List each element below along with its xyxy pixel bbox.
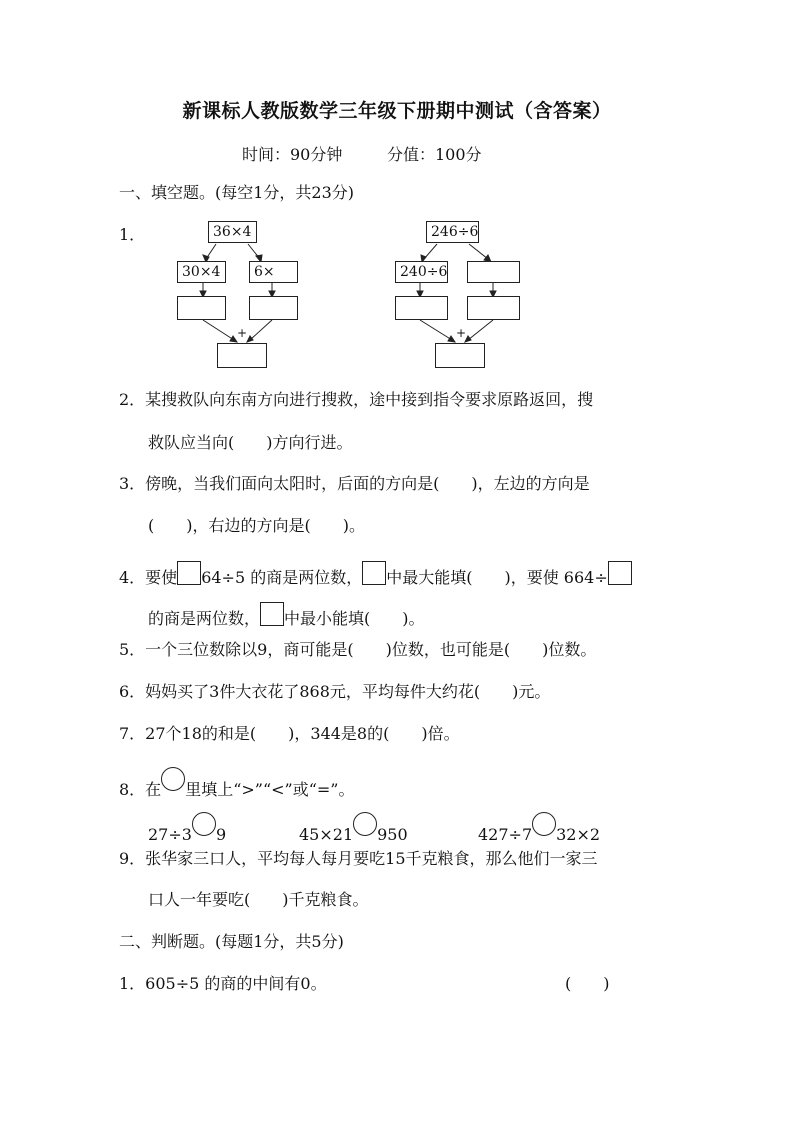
q9-line2: 口人一年要吃( )千克粮食。	[148, 890, 369, 909]
q4-square-box-3[interactable]	[608, 561, 632, 585]
q6-line: 6．妈妈买了3件大衣花了868元，平均每件大约花( )元。	[119, 682, 551, 701]
q1-left-answer-box-2[interactable]	[249, 296, 298, 320]
q8-item-1-right: 9	[215, 825, 227, 844]
q4-line2	[148, 602, 425, 629]
q4-text-1: 4．要使	[119, 568, 178, 587]
q1-right-b-box[interactable]	[467, 261, 520, 283]
q3-line1: 3．傍晚，当我们面向太阳时，后面的方向是( )，左边的方向是	[119, 474, 590, 493]
q1-number: 1．	[119, 225, 146, 244]
q4-square-box-4	[260, 602, 284, 626]
q8-text-2: 里填上“>”“<”或“=”。	[185, 780, 355, 799]
q4-text-3: 中最大能填( )，要使 664÷	[386, 568, 608, 587]
q1-left-b-box: 6×	[249, 261, 298, 283]
q9-line1: 9．张华家三口人，平均每人每月要吃15千克粮食，那么他们一家三	[119, 849, 598, 868]
q2-line1: 2．某搜救队向东南方向进行搜救，途中接到指令要求原路返回，搜	[119, 390, 594, 409]
q4-square-box-1[interactable]	[177, 561, 201, 585]
q8-item-2-left: 45×21	[299, 825, 354, 844]
q8-text-1: 8．在	[119, 780, 162, 799]
q1-left-answer-box-1[interactable]	[177, 296, 226, 320]
q8-item-3-left: 427÷7	[478, 825, 533, 844]
q4-text-5: 中最小能填( )。	[284, 609, 425, 628]
q8-circle-1[interactable]	[192, 812, 216, 836]
q8-item-1	[148, 812, 226, 845]
judge-1-text: 1．605÷5 的商的中间有0。	[119, 974, 327, 993]
q4-text-4: 的商是两位数，	[148, 609, 261, 628]
score-label: 分值：100分	[387, 145, 482, 164]
judge-1-blank[interactable]: ( )	[565, 974, 610, 993]
q8-item-3-right: 32×2	[556, 825, 601, 844]
q4-text-2: 64÷5 的商是两位数，	[201, 568, 363, 587]
q1-right-answer-box-2[interactable]	[467, 296, 520, 320]
page-title: 新课标人教版数学三年级下册期中测试（含答案）	[182, 100, 612, 122]
q5-line: 5．一个三位数除以9，商可能是( )位数，也可能是( )位数。	[119, 640, 597, 659]
q8-item-2-right: 950	[377, 825, 408, 844]
time-label: 时间：90分钟	[242, 145, 343, 164]
q8-circle-3[interactable]	[532, 812, 556, 836]
q8-circle-2[interactable]	[353, 812, 377, 836]
q7-line: 7．27个18的和是( )，344是8的( )倍。	[119, 724, 460, 743]
q1-left-top-box: 36×4	[208, 221, 257, 243]
q8-item-1-left: 27÷3	[148, 825, 192, 844]
q1-right-top-box: 246÷6	[426, 221, 479, 243]
q8-item-3	[478, 812, 600, 845]
q1-right-plus: +	[456, 326, 467, 340]
q4-line1	[119, 561, 632, 588]
q4-square-box-2	[362, 561, 386, 585]
q8-circle-example	[161, 767, 185, 791]
section1-heading: 一、填空题。(每空1分，共23分)	[119, 183, 355, 202]
q1-right-answer-box-1[interactable]	[395, 296, 448, 320]
section2-heading: 二、判断题。(每题1分，共5分)	[119, 932, 344, 951]
q3-line2: ( )，右边的方向是( )。	[148, 516, 365, 535]
q8-line1	[119, 767, 355, 800]
q1-left-result-box[interactable]	[217, 343, 267, 368]
q1-right-result-box[interactable]	[435, 343, 485, 368]
q2-line2: 救队应当向( )方向行进。	[148, 433, 353, 452]
q1-left-plus: +	[237, 326, 248, 340]
q1-right-a-box: 240÷6	[395, 261, 448, 283]
q1-arrows	[0, 0, 794, 400]
q1-left-a-box: 30×4	[177, 261, 226, 283]
q8-item-2	[299, 812, 408, 845]
